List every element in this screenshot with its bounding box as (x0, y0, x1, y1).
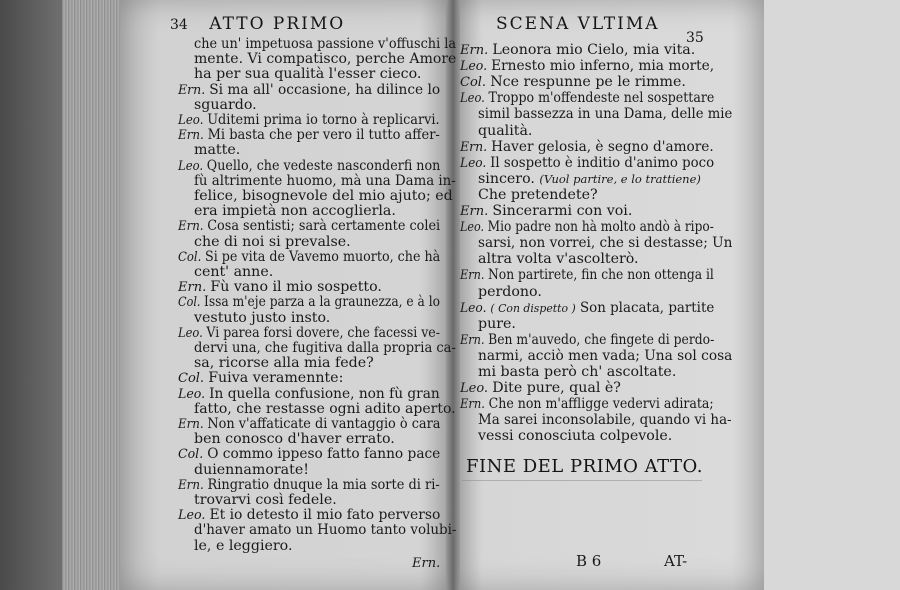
left-page-number: 34 (170, 17, 188, 33)
line-text: d'haver amato un Huomo tanto volubi- (194, 522, 457, 539)
left-page-text-line (194, 355, 374, 371)
line-text: fatto, che restasse ogni adito aperto. (194, 400, 456, 417)
left-page-text-line (194, 340, 456, 356)
stage-direction: (Vuol partire, e lo trattiene) (539, 171, 701, 186)
left-page-text-line (194, 462, 309, 478)
left-page-text-line (194, 142, 240, 158)
line-text: cent' anne. (194, 264, 274, 280)
speaker-label: Ern. (178, 128, 208, 144)
end-title-rule (462, 480, 702, 481)
line-text: Ringratio dnuque la mia sorte di ri- (207, 476, 440, 493)
speaker-label: Ern. (460, 204, 493, 219)
line-text: qualità. (478, 122, 533, 139)
left-running-head-text: ATTO PRIMO (209, 14, 346, 34)
right-page-text-line (460, 155, 714, 172)
left-page-text-line (194, 173, 456, 189)
line-text: fù altrimente huomo, mà una Dama in- (194, 172, 456, 189)
line-text: Cosa sentisti; sarà certamente colei (207, 218, 441, 235)
line-text: Il sospetto è inditio d'animo poco (490, 154, 715, 171)
line-text: sarsi, non vorrei, che si destasse; Un (478, 235, 733, 252)
line-text: Ma sarei inconsolabile, quando vi ha- (478, 412, 732, 429)
line-text: simil bassezza in una Dama, delle mie (478, 106, 733, 123)
speaker-label: Leo. (178, 325, 207, 341)
speaker-label: Leo. (178, 386, 210, 402)
speaker-label: Leo. (460, 381, 493, 397)
line-text: felice, bisognevole del mio ajuto; ed (194, 188, 453, 204)
line-text: perdono. (478, 283, 542, 300)
speaker-label: Col. (460, 75, 491, 91)
line-text: Leonora mio Cielo, mia vita. (492, 42, 696, 58)
speaker-label: Leo. (178, 113, 208, 128)
line-text: In quella confusione, non fù gran (209, 385, 440, 402)
right-page-text-line (460, 380, 621, 397)
left-page-text-line (194, 188, 453, 204)
speaker-label: Ern. (460, 139, 492, 155)
speaker-label: Leo. (460, 91, 489, 107)
signature-mark: B 6 (576, 552, 602, 570)
right-catchword: AT- (664, 552, 688, 570)
speaker-label: Col. (178, 447, 208, 463)
line-text: Uditemi prima io torno à replicarvi. (207, 112, 440, 128)
line-text: Si pe vita de Vavemo muorto, che hà (205, 248, 441, 265)
left-page-text-line (194, 401, 456, 417)
line-text: Che non m'affligge vedervi adirata; (488, 396, 714, 413)
line-text: O commo ippeso fatto fanno pace (207, 446, 441, 463)
line-text: narmi, acciò men vada; Una sol cosa (478, 347, 733, 364)
line-text: Son placata, partite (575, 299, 715, 316)
line-text: pure. (478, 315, 516, 332)
right-page-text-line (460, 396, 714, 413)
left-page-text-line (194, 522, 456, 538)
line-text: che un' impetuosa passione v'offuschi la (194, 36, 457, 52)
line-text: Sincerarmi con voi. (492, 203, 633, 219)
right-running-head (496, 14, 660, 34)
line-text: Haver gelosia, è segno d'amore. (491, 138, 714, 155)
left-page-text-line (194, 36, 456, 52)
right-page-number: 35 (686, 30, 704, 46)
speaker-label: Leo. (460, 59, 492, 75)
left-page-text-line (194, 51, 456, 67)
line-text: Ernesto mio inferno, mia morte, (491, 58, 715, 75)
speaker-label: Leo. (460, 155, 491, 171)
line-text: Ben m'auvedo, che fingete di perdo- (488, 331, 715, 348)
line-text: trovarvi così fedele. (194, 492, 337, 508)
line-text: duiennamorate! (194, 461, 309, 478)
left-page-text-line (194, 264, 273, 280)
left-page-text-line (194, 66, 421, 82)
end-of-act-title: FINE DEL PRIMO ATTO. (466, 456, 703, 477)
right-page-text-line (478, 364, 676, 380)
book-gutter (446, 0, 460, 590)
left-page-text-line (194, 538, 292, 554)
line-text: Nce respunne pe le rimme. (490, 74, 686, 91)
line-text: mi basta però ch' ascoltate. (478, 364, 677, 380)
speaker-label: Ern. (460, 43, 493, 58)
line-text: Mio padre non hà molto andò à ripo- (487, 219, 714, 236)
left-page-text-line (194, 492, 337, 508)
line-text: Troppo m'offendeste nel sospettare (488, 90, 715, 107)
line-text: altra volta v'ascolterò. (478, 251, 639, 268)
line-text: vestuto justo insto. (194, 309, 331, 326)
speaker-label: Ern. (460, 268, 489, 284)
speaker-label: Leo. (178, 158, 207, 174)
speaker-label: Col. (178, 249, 206, 265)
line-text: sa, ricorse alla mia fede? (194, 355, 374, 372)
speaker-label: Ern. (460, 397, 489, 413)
right-page-text-line (460, 203, 632, 220)
right-page-text-line (460, 74, 686, 91)
right-page-text-line (478, 284, 542, 300)
line-text: sguardo. (194, 96, 257, 113)
left-page-text-line (194, 234, 351, 250)
line-text: le, e leggiero. (194, 537, 293, 554)
speaker-label: Col. (178, 295, 205, 311)
right-page-text-line (478, 428, 672, 444)
line-text: Fuiva veramennte: (208, 370, 344, 387)
right-page-text-line (478, 348, 732, 364)
line-text: Che pretendete? (478, 186, 598, 203)
right-background (764, 0, 900, 590)
line-text: Vi parea forsi dovere, che facessi ve- (206, 324, 440, 341)
line-text: mente. Vi compatisco, perche Amore (194, 51, 457, 68)
left-running-head (170, 14, 345, 34)
right-page-text-line (460, 219, 714, 236)
right-page-text-line (478, 171, 701, 187)
left-page-text-line (194, 310, 330, 326)
right-page-text-line (460, 267, 714, 284)
right-page-text-line (478, 106, 732, 122)
line-text: Fù vano il mio sospetto. (210, 279, 382, 296)
line-text: dervi una, che fugitiva dalla propria ca- (194, 340, 456, 356)
line-text: Quello, che vedeste nasconderfi non (206, 157, 441, 174)
right-page-text-line (478, 251, 639, 267)
right-page-text-line (460, 90, 714, 107)
speaker-label: Leo. (178, 508, 210, 524)
speaker-label: Leo. (460, 300, 491, 316)
line-text: Si ma all' occasione, ha dilince lo (209, 81, 441, 98)
line-text: era impietà non accoglierla. (194, 203, 396, 220)
speaker-label: Ern. (178, 417, 208, 432)
right-page-text-line (478, 235, 732, 251)
line-text: vessi conosciuta colpevole. (478, 428, 673, 445)
speaker-label: Ern. (178, 82, 210, 98)
right-page-text-line (460, 42, 695, 59)
line-text: ha per sua qualità l'esser cieco. (194, 66, 422, 83)
line-text: Mi basta che per vero il tutto affer- (207, 127, 440, 144)
line-text: che di noi si prevalse. (194, 233, 351, 250)
left-page-text-line (194, 203, 396, 219)
left-page-text-line (194, 97, 257, 113)
right-page-text-line (460, 58, 714, 75)
line-text: ben conosco d'haver errato. (194, 431, 395, 448)
speaker-label: Ern. (178, 280, 211, 296)
right-page-text-line (460, 139, 714, 156)
speaker-label: Col. (178, 371, 209, 387)
speaker-label: Ern. (178, 219, 208, 235)
line-text: Non partirete, fin che non ottenga il (488, 267, 714, 284)
line-text: Non v'affaticate di vantaggio ò cara (207, 416, 441, 432)
line-text: Et io detesto il mio fato perverso (209, 507, 441, 524)
line-text: Issa m'eje parza a la graunezza, e à lo (204, 294, 441, 311)
right-page-text-line (460, 300, 714, 317)
right-running-head-text: SCENA VLTIMA (496, 14, 660, 34)
speaker-label: Ern. (178, 477, 208, 493)
line-text: Dite pure, qual è? (492, 380, 621, 397)
speaker-label: Leo. (460, 220, 488, 236)
stage-direction: ( Con dispetto ) (490, 300, 576, 315)
right-page-text-line (478, 123, 532, 139)
left-catchword: Ern. (412, 556, 441, 571)
speaker-label: Ern. (460, 332, 489, 348)
line-text: sincero. (478, 170, 540, 187)
right-page-text-line (460, 332, 714, 349)
left-page-text-line (194, 431, 395, 447)
right-page-text-line (478, 187, 598, 203)
right-page-text-line (478, 316, 516, 332)
right-page-text-line (478, 412, 732, 428)
line-text: matte. (194, 142, 241, 159)
